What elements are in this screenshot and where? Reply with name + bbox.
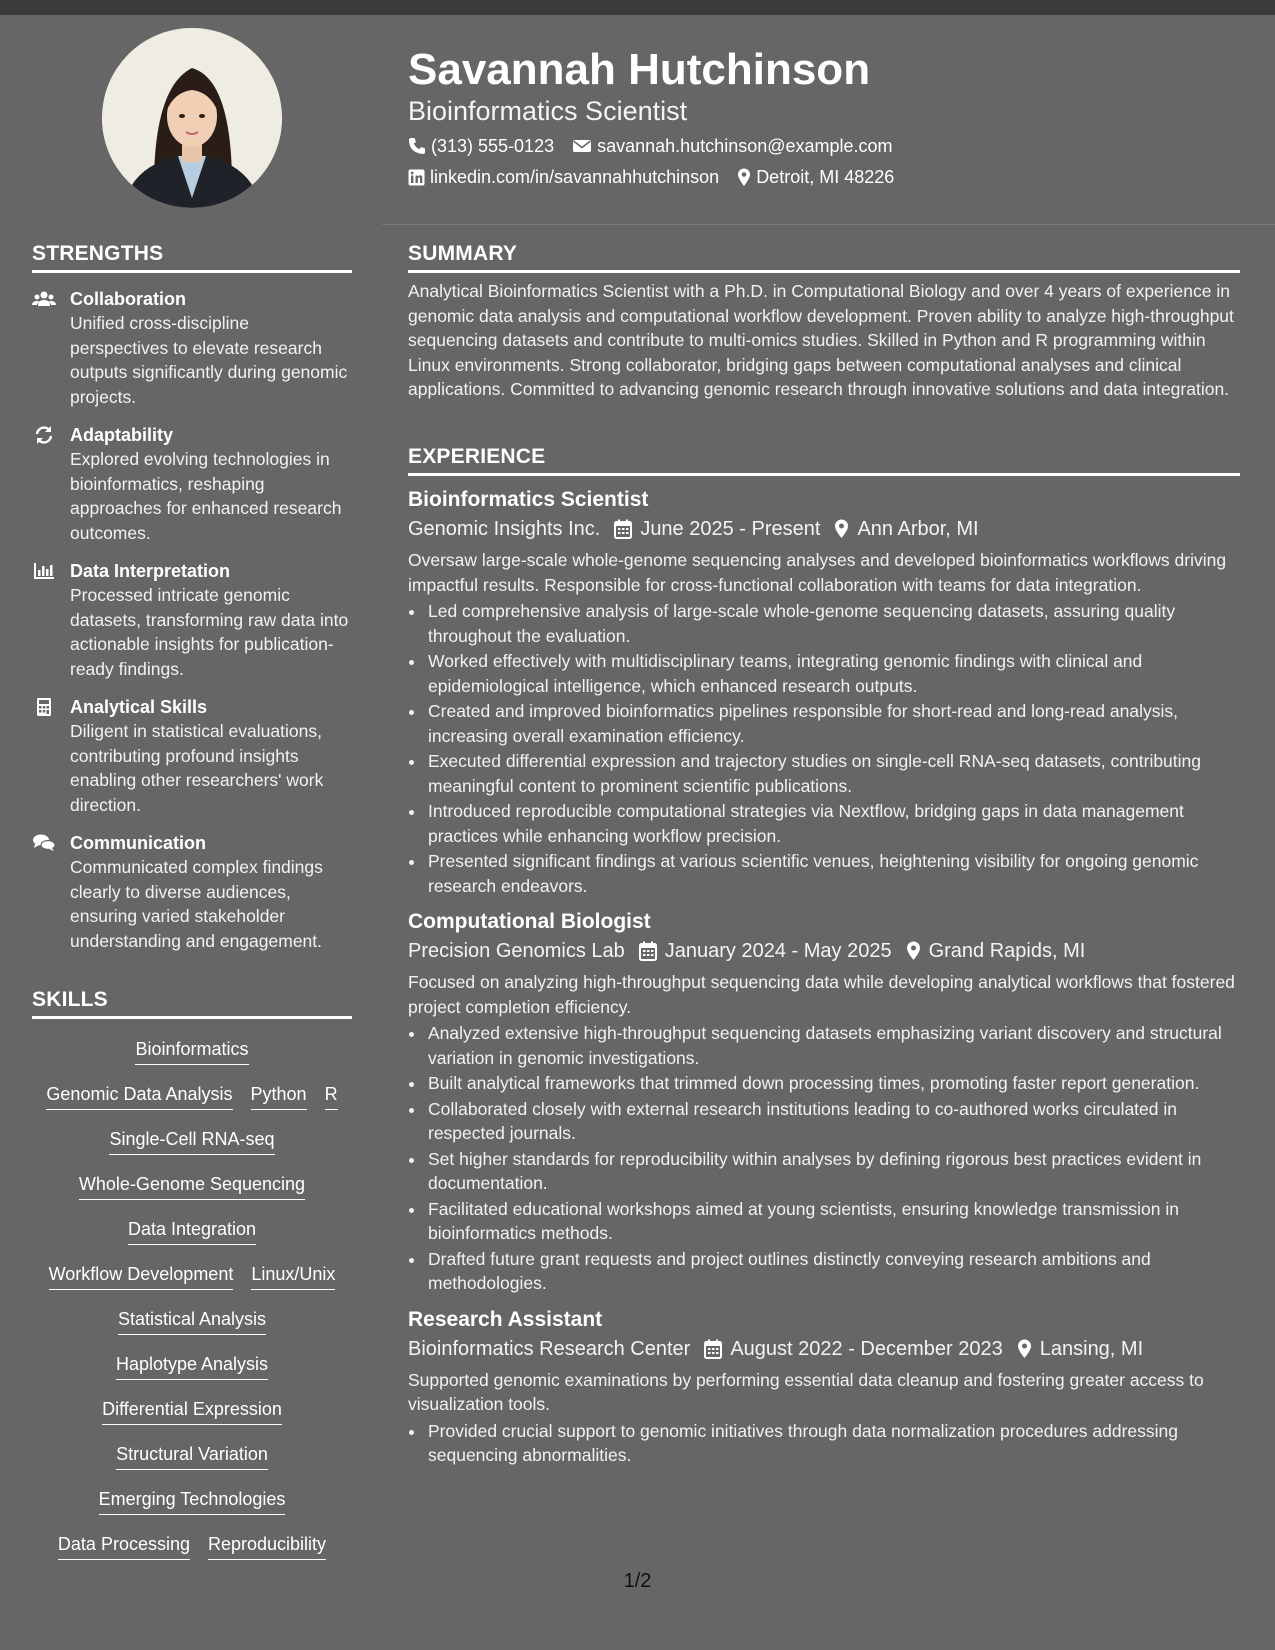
skill-row [32, 1164, 352, 1209]
job-bullets [408, 1021, 1240, 1296]
strength-desc: Unified cross-discipline perspectives to elevate research outputs significantly during genomic projects. [70, 313, 348, 407]
strength-item [32, 423, 352, 545]
experience-heading: EXPERIENCE [408, 445, 1240, 476]
job-bullet: • Collaborated closely with external research institutions leading to co-authored works circulated in respected journals. [426, 1097, 1240, 1146]
skill-tag: Linux/Unix [251, 1264, 335, 1290]
strengths-heading: STRENGTHS [32, 242, 352, 273]
calendar-icon [639, 941, 657, 961]
skill-tag: Data Processing [58, 1534, 190, 1560]
skills-list [32, 1029, 352, 1569]
skill-tag: Reproducibility [208, 1534, 326, 1560]
location-contact [737, 165, 894, 189]
job-company [408, 936, 625, 966]
strength-desc: Explored evolving technologies in bioinformatics, reshaping approaches for enhanced research outcomes. [70, 449, 342, 543]
bar-chart-icon [32, 561, 56, 581]
strength-item [32, 287, 352, 409]
job-dates-text: January 2024 - May 2025 [664, 940, 892, 962]
job-bullet: • Led comprehensive analysis of large-scale whole-genome sequencing datasets, assuring quality throughout the evaluation. [426, 599, 1240, 648]
linkedin-text: linkedin.com/in/savannahhutchinson [430, 167, 720, 187]
summary-heading: SUMMARY [408, 242, 1240, 273]
job-company [408, 1334, 690, 1364]
skill-row [32, 1389, 352, 1434]
job-location [834, 514, 978, 544]
job-bullet: • Drafted future grant requests and project outlines distinctly conveying research ambitions and methodologies. [426, 1247, 1240, 1296]
experience-section [408, 445, 1240, 1469]
skill-tag: Whole-Genome Sequencing [79, 1174, 305, 1200]
job-meta [408, 936, 1240, 966]
linkedin-contact[interactable] [408, 165, 719, 189]
calculator-icon [32, 697, 56, 717]
email-contact[interactable] [572, 134, 892, 158]
job-dates [614, 514, 820, 544]
skill-row [32, 1119, 352, 1164]
strength-name: Data Interpretation [70, 561, 231, 581]
job-bullet: • Created and improved bioinformatics pipelines responsible for short-read and long-read analysis, increasing overall examination efficiency. [426, 699, 1240, 748]
phone-icon [408, 137, 426, 155]
job-bullet: • Analyzed extensive high-throughput sequencing datasets emphasizing variant discovery and structural variation in genomic investigations. [426, 1021, 1240, 1070]
map-pin-icon [906, 941, 921, 961]
map-pin-icon [737, 168, 751, 187]
job-bullet: • Executed differential expression and trajectory studies on single-cell RNA-seq datasets, contributing meaningful content to prominent scientific publications. [426, 749, 1240, 798]
strength-desc: Communicated complex findings clearly to diverse audiences, ensuring varied stakeholder understanding and engagement. [70, 857, 323, 951]
job-entry [408, 1306, 1240, 1468]
job-description: Supported genomic examinations by performing essential data cleanup and fostering greater access to visualization tools. [408, 1369, 1204, 1414]
page-indicator: 1/2 [623, 1570, 652, 1592]
strengths-section [32, 242, 352, 953]
job-entry [408, 486, 1240, 898]
calendar-icon [704, 1339, 722, 1359]
strength-name: Communication [70, 833, 207, 853]
job-dates-text: August 2022 - December 2023 [730, 1337, 1003, 1360]
email-text: savannah.hutchinson@example.com [597, 136, 893, 156]
strength-name: Analytical Skills [70, 697, 208, 717]
job-bullet: • Facilitated educational workshops aimed at young scientists, ensuring knowledge transmission in bioinformatics methods. [426, 1197, 1240, 1246]
strength-item [32, 831, 352, 953]
job-meta [408, 514, 1240, 544]
job-description: Focused on analyzing high-throughput sequencing data while developing analytical workflows that fostered project completion efficiency. [408, 972, 1235, 1017]
strength-desc: Processed intricate genomic datasets, transforming raw data into actionable insights for publication-ready findings. [70, 585, 349, 679]
job-company [408, 514, 600, 544]
skill-tag: Bioinformatics [135, 1039, 248, 1065]
job-bullet: • Set higher standards for reproducibility within analyses by defining rigorous best practices evident in documentation. [426, 1147, 1240, 1196]
jobs-list [408, 486, 1240, 1468]
job-company-text: Precision Genomics Lab [408, 940, 625, 962]
skill-row [32, 1074, 352, 1119]
envelope-icon [572, 138, 592, 154]
job-location [906, 936, 1086, 966]
skill-row [32, 1209, 352, 1254]
job-description: Oversaw large-scale whole-genome sequencing analyses and developed bioinformatics workflows driving impactful results. Responsible for cross-functional collaboration with teams for data integration. [408, 550, 1227, 595]
contact-row-2 [408, 165, 894, 189]
skill-tag: Data Integration [128, 1219, 256, 1245]
summary-text: Analytical Bioinformatics Scientist with a Ph.D. in Computational Biology and over 4 years of experience in genomic data analysis and computational workflow development. Proven ability to analyze high-throughput sequencing datasets and contribute to multi-omics studies. Skilled in Python and R programming within Linux environments. Strong collaborator, bridging gaps between computational analyses and clinical applications. Committed to advancing genomic research through innovative solutions and data integration. [408, 281, 1234, 399]
job-location-text: Lansing, MI [1039, 1337, 1144, 1360]
skill-row [32, 1254, 352, 1299]
job-dates [704, 1334, 1002, 1364]
users-icon [32, 289, 56, 309]
job-title: Research Assistant [408, 1307, 603, 1331]
skill-tag: Structural Variation [116, 1444, 268, 1470]
job-location-text: Grand Rapids, MI [928, 940, 1086, 962]
skill-tag: Emerging Technologies [99, 1489, 286, 1515]
skill-row [32, 1299, 352, 1344]
job-bullet: • Presented significant findings at various scientific venues, heightening visibility for ongoing genomic research endeavors. [426, 849, 1240, 898]
skill-tag: Workflow Development [49, 1264, 234, 1290]
skill-row [32, 1029, 352, 1074]
job-company-text: Bioinformatics Research Center [408, 1337, 691, 1360]
skill-row [32, 1434, 352, 1479]
skill-row [32, 1344, 352, 1389]
map-pin-icon [1017, 1339, 1032, 1359]
contact-row-1 [408, 134, 893, 158]
header-divider [382, 224, 1275, 225]
strength-desc: Diligent in statistical evaluations, contributing profound insights enabling other researchers' work direction. [70, 721, 324, 815]
job-dates-text: June 2025 - Present [640, 518, 821, 540]
phone-contact [408, 134, 554, 158]
strength-item [32, 695, 352, 817]
job-title: Bioinformatics Scientist [408, 488, 649, 511]
skill-tag: Differential Expression [102, 1399, 282, 1425]
job-bullet: • Built analytical frameworks that trimmed down processing times, promoting faster report generation. [426, 1071, 1240, 1096]
skill-row [32, 1479, 352, 1524]
job-title: Computational Biologist [408, 910, 651, 933]
job-bullet: • Worked effectively with multidisciplinary teams, integrating genomic findings with clinical and epidemiological intelligence, which enhanced research outputs. [426, 649, 1240, 698]
skill-row [32, 1524, 352, 1569]
job-location-text: Ann Arbor, MI [857, 518, 979, 540]
skill-tag: Single-Cell RNA-seq [109, 1129, 274, 1155]
skill-tag: Python [251, 1084, 307, 1110]
linkedin-icon [408, 169, 425, 186]
sync-icon [32, 425, 56, 445]
skill-tag: Statistical Analysis [118, 1309, 266, 1335]
summary-section [408, 242, 1240, 402]
job-bullet: • Provided crucial support to genomic initiatives through data normalization procedures addressing sequencing abnormalities. [426, 1419, 1240, 1468]
job-dates [639, 936, 892, 966]
avatar [102, 28, 282, 208]
skills-section [32, 988, 352, 1569]
phone-text: (313) 555-0123 [431, 136, 555, 156]
candidate-title: Bioinformatics Scientist [408, 96, 688, 126]
strength-item [32, 559, 352, 681]
map-pin-icon [834, 519, 849, 539]
job-meta [408, 1334, 1240, 1364]
skill-tag: R [325, 1084, 338, 1110]
avatar-portrait-icon [102, 28, 282, 208]
skills-heading: SKILLS [32, 988, 352, 1019]
skill-tag: Genomic Data Analysis [46, 1084, 232, 1110]
job-location [1017, 1334, 1143, 1364]
job-company-text: Genomic Insights Inc. [408, 518, 601, 540]
strength-name: Adaptability [70, 425, 174, 445]
job-bullets [408, 1419, 1240, 1468]
top-bar [0, 0, 1275, 15]
job-entry [408, 908, 1240, 1296]
location-text: Detroit, MI 48226 [756, 167, 895, 187]
candidate-name: Savannah Hutchinson [408, 45, 871, 94]
calendar-icon [614, 519, 632, 539]
job-bullet: • Introduced reproducible computational strategies via Nextflow, bridging gaps in data management practices while enhancing workflow precision. [426, 799, 1240, 848]
comments-icon [32, 833, 56, 853]
job-bullets [408, 599, 1240, 898]
skill-tag: Haplotype Analysis [116, 1354, 268, 1380]
strength-name: Collaboration [70, 289, 186, 309]
